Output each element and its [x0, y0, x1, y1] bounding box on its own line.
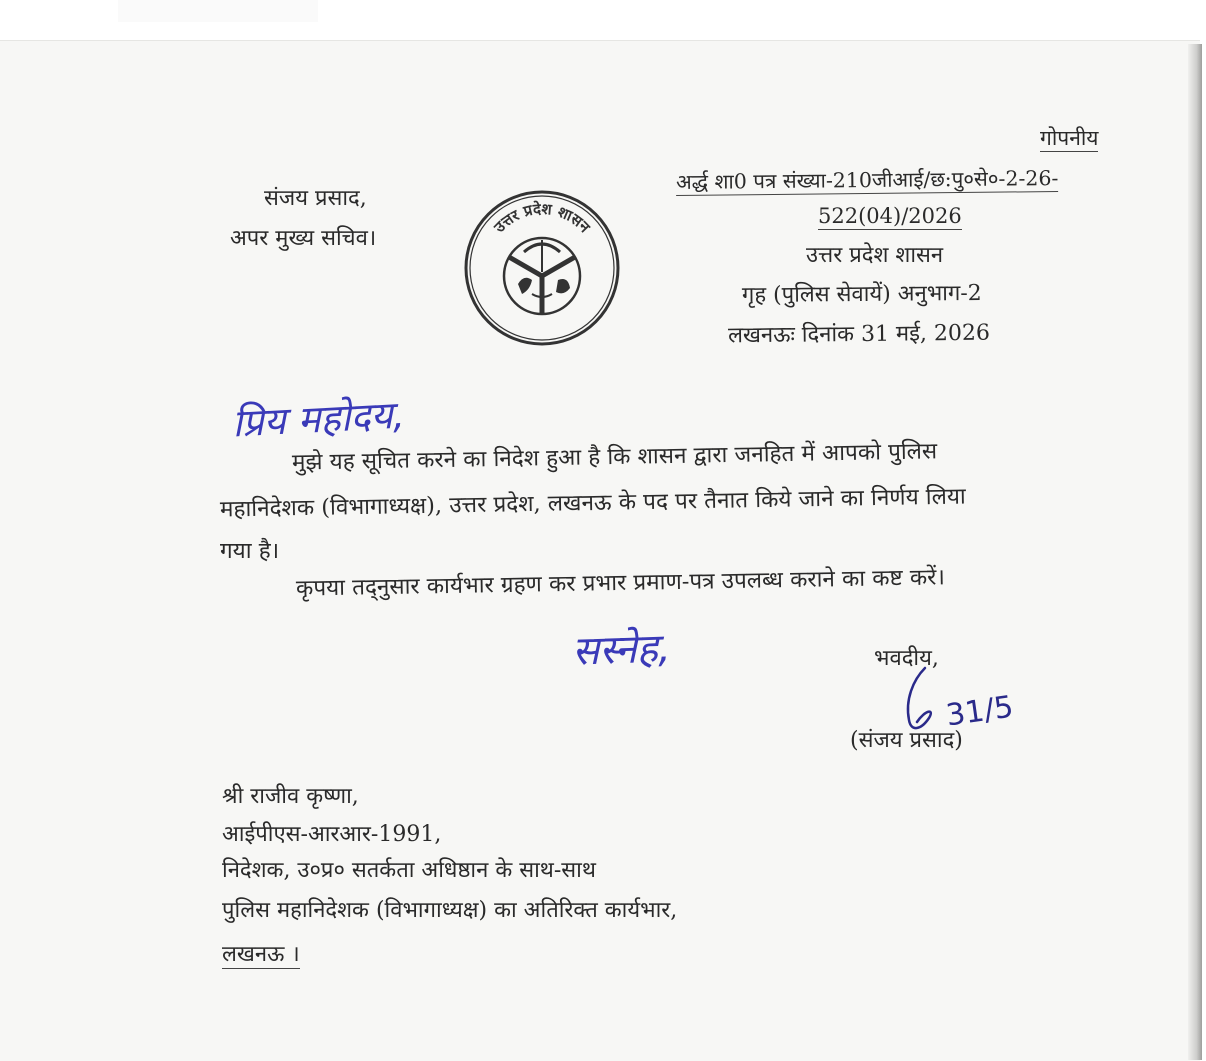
- regards-handwritten: सस्नेह,: [571, 625, 672, 675]
- body-paragraph-1-line-1: मुझे यह सूचित करने का निदेश हुआ है कि शासन द्वारा जनहित में आपको पुलिस: [291, 438, 938, 476]
- sender-designation: अपर मुख्य सचिव।: [230, 226, 377, 251]
- place-date: लखनऊः दिनांक 31 मई, 2026: [727, 320, 991, 349]
- salutation-handwritten: प्रिय महोदय,: [231, 392, 406, 446]
- background-ghost: [118, 0, 318, 22]
- addressee-designation: निदेशक, उ०प्र० सतर्कता अधिष्ठान के साथ-साथ: [222, 858, 596, 883]
- department-name: गृह (पुलिस सेवायें) अनुभाग-2: [741, 280, 982, 309]
- sender-name: संजय प्रसाद,: [264, 186, 367, 211]
- body-paragraph-1-line-2: महानिदेशक (विभागाध्यक्ष), उत्तर प्रदेश, लखनऊ के पद पर तैनात किये जाने का निर्णय लिया: [219, 483, 966, 523]
- addressee-name: श्री राजीव कृष्णा,: [222, 784, 359, 809]
- addressee-service: आईपीएस-आरआर-1991,: [222, 822, 442, 847]
- body-paragraph-2: कृपया तद्नुसार कार्यभार ग्रहण कर प्रभार प्रमाण-पत्र उपलब्ध कराने का कष्ट करें।: [295, 564, 946, 602]
- body-paragraph-1-line-3: गया है।: [220, 538, 280, 564]
- addressee-city: लखनऊ ।: [222, 942, 300, 967]
- closing: भवदीय,: [874, 646, 939, 671]
- letter-number-line2: 522(04)/2026: [818, 204, 962, 228]
- classification-label: गोपनीय: [1040, 126, 1099, 150]
- government-name: उत्तर प्रदेश शासन: [806, 243, 944, 268]
- page-edge-shadow: [1188, 44, 1202, 1060]
- seal-text: उत्तर प्रदेश शासन: [490, 199, 594, 237]
- signature-date: 31/5: [943, 689, 1016, 734]
- signatory-name: (संजय प्रसाद): [850, 728, 963, 753]
- up-government-seal: [462, 188, 622, 348]
- addressee-additional-charge: पुलिस महानिदेशक (विभागाध्यक्ष) का अतिरिक्त कार्यभार,: [222, 898, 678, 923]
- letter-number-line1: अर्द्ध शा0 पत्र संख्या-210जीआई/छ:पु०से०-2-26-: [675, 165, 1059, 195]
